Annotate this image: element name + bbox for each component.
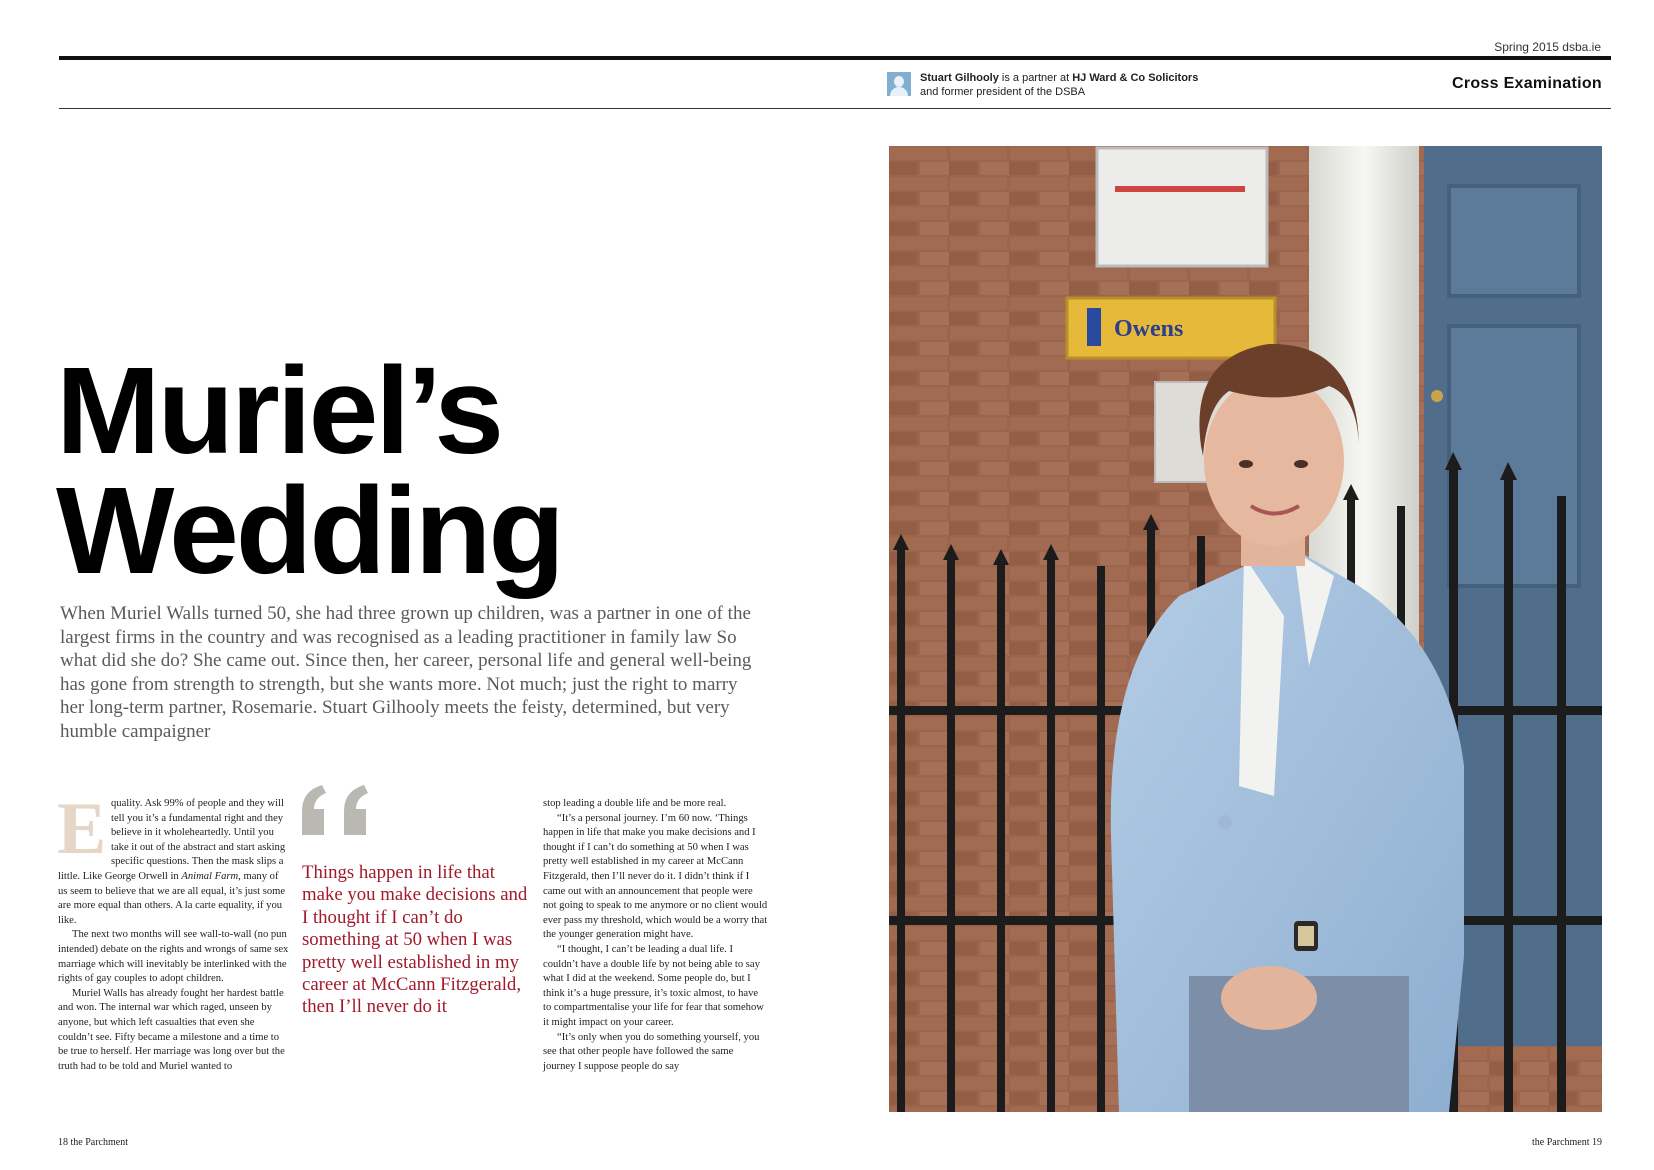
standfirst: When Muriel Walls turned 50, she had three grown up children, was a partner in one of the largest firms in the country and was recognised as a leading practitioner in family law So what did she do? She came out. Since then, her career, personal life and general well-being has gone from strength to strength, but she wants more. Not much; just the right to marry her long-term partner, Rosemarie. Stuart Gilhooly meets the feisty, determined, but very humble campaigner: [60, 603, 752, 742]
title-line-2: Wedding: [56, 463, 562, 600]
body-paragraph: The next two months will see wall-to-wall (no pun intended) debate on the rights and wrongs of same sex marriage which will inevitably be interlinked with the rights of gay couples to adopt children.: [58, 929, 289, 985]
quote-mark-icon: [300, 785, 380, 835]
title-line-1: Muriel’s: [56, 343, 501, 480]
section-title: Cross Examination: [1451, 75, 1602, 92]
body-paragraph: Muriel Walls has already fought her hardest battle and won. The internal war which raged, unseen by anyone, but which left casualties that even she couldn’t see. Fifty became a milestone and a time to be true to herself. Her marriage was long over but the truth had to be told and Muriel wanted to: [58, 987, 285, 1072]
byline-mid: is a partner at: [998, 72, 1073, 84]
body-paragraph: “I thought, I can’t be leading a dual life. I couldn’t have a double life by not being able to say what I did at the weekend. Some people do, but I think it’s a huge pressure, it’s toxic almost, to have to compartmentalise your life for fear that somehow it might impact on your career.: [543, 943, 764, 1028]
folio-left: 18 the Parchment: [58, 1137, 128, 1148]
photo-illustration: [889, 146, 1602, 1112]
issue-date: Spring 2015 dsba.ie: [1494, 40, 1601, 54]
body-paragraph: stop leading a double life and be more real.: [543, 798, 727, 809]
body-paragraph: Equality. Ask 99% of people and they will tell you it’s a fundamental right and they believe in it wholeheartedly. Until you take it out of the abstract and start asking specific questions. Then the mask slips a little. Like George Orwell in Animal Farm, many of us seem to believe that we are all equal, it’s just some are more equal than others. A la carte equality, if you like.: [57, 788, 286, 926]
body-paragraph: “It’s a personal journey. I’m 60 now. ‘Things happen in life that make you make decisions and I thought if I can’t do something at 50 when I was pretty well established in my career at McCann Fitzgerald, then I’ll never do it. I didn’t think if I came out with an announcement that people were not going to speak to me anymore or no client would ever pass my threshold, which would be a worry that the younger generation might have.: [543, 812, 768, 941]
header-rule-thick: [59, 56, 1611, 60]
article-title: [56, 343, 790, 600]
pull-quote: Things happen in life that make you make decisions and I thought if I can’t do something at 50 when I was pretty well established in my career at McCann Fitzgerald, then I’ll never do it: [302, 862, 528, 1018]
folio-right: the Parchment 19: [1532, 1137, 1602, 1148]
body-paragraph: “It’s only when you do something yourself, you see that other people have followed the same journey I suppose people do say: [543, 1031, 760, 1072]
author-byline: [920, 71, 1198, 99]
drop-cap: E: [57, 788, 107, 870]
byline-firm: HJ Ward & Co Solicitors: [1072, 72, 1199, 84]
author-avatar-icon: [887, 72, 911, 96]
byline-line2: and former president of the DSBA: [920, 86, 1086, 98]
portrait-photo: [889, 146, 1602, 1112]
byline-name: Stuart Gilhooly: [920, 72, 999, 84]
sign-owens: Owens: [1114, 316, 1184, 342]
header-rule-thin: [59, 108, 1611, 109]
body-column-1: [57, 788, 290, 1074]
body-column-3: [543, 797, 768, 1074]
